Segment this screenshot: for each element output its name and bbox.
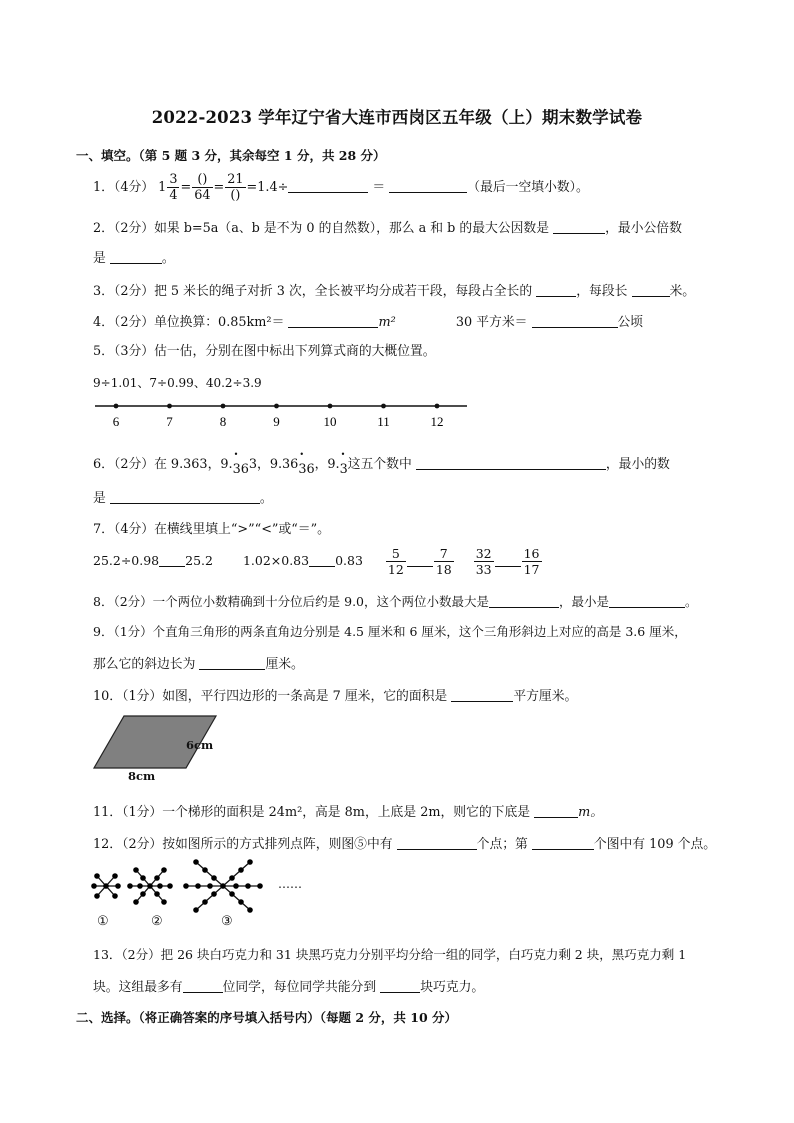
q6-rep-digits-1: • 36 xyxy=(233,462,249,477)
dot-pattern-1 xyxy=(91,873,121,899)
number-line-label-10: 10 xyxy=(323,414,337,429)
q7-f2-num: 7 xyxy=(434,546,454,562)
q12-blank-2[interactable] xyxy=(532,836,594,850)
q2-text-3: 。 xyxy=(161,251,175,266)
q1-number: 1．（4分） xyxy=(93,180,155,195)
q12-text-3: 个图中有 109 个点。 xyxy=(593,837,717,852)
number-line-tick-7[interactable] xyxy=(167,404,172,409)
q2-blank-1[interactable] xyxy=(553,220,605,234)
q1-tail: =1.4÷ xyxy=(246,180,289,195)
q6-blank-2[interactable] xyxy=(110,490,260,504)
q1-eq3: ＝ xyxy=(372,180,386,195)
q7-expr-2: 1.02×0.83 xyxy=(242,553,310,568)
question-11 xyxy=(93,801,603,820)
dot-pattern-label-1: ① xyxy=(97,914,109,929)
q10-text: 10．（1分）如图，平行四边形的一条高是 7 厘米，它的面积是 xyxy=(93,689,448,704)
dot-pattern-ellipsis: …… xyxy=(278,877,302,891)
q6-text-2: 3，9.36 xyxy=(248,457,299,472)
question-13-line-2 xyxy=(93,976,484,995)
q1-f2-den: 64 xyxy=(194,188,211,203)
q9-blank[interactable] xyxy=(199,656,265,670)
q3-text: 3．（2分）把 5 米长的绳子对折 3 次，全长被平均分成若干段，每段占全长的 xyxy=(93,284,533,299)
q7-frac-3 xyxy=(474,546,494,577)
q2-text: 2．（2分）如果 b=5a（a、b 是不为 0 的自然数），那么 a 和 b 的最大公因数是 xyxy=(93,221,550,236)
q7-f3-num: 32 xyxy=(475,546,492,561)
number-line-label-12: 12 xyxy=(430,414,444,429)
q7-expr-1b: 25.2 xyxy=(185,553,213,568)
q10-text-2: 平方厘米。 xyxy=(513,689,578,704)
q13-blank-1[interactable] xyxy=(183,979,223,993)
question-6 xyxy=(93,453,670,477)
number-line-tick-8[interactable] xyxy=(221,404,226,409)
q7-f1-den: 12 xyxy=(387,562,404,577)
number-line-label-7: 7 xyxy=(166,414,173,429)
q7-f2-den: 18 xyxy=(435,562,452,577)
q1-fraction-2 xyxy=(192,172,212,203)
q4-text-2: 30 平方米＝ xyxy=(455,315,528,330)
number-line-label-8: 8 xyxy=(219,414,227,429)
q3-text-2: ，每段长 xyxy=(576,284,628,299)
q11-text-2: m。 xyxy=(578,805,604,820)
q11-blank[interactable] xyxy=(534,804,578,818)
q7-items xyxy=(93,546,543,577)
number-line-tick-9[interactable] xyxy=(274,404,279,409)
q1-f1-num: 3 xyxy=(169,172,178,187)
q7-frac-4 xyxy=(522,546,542,577)
question-5: 5．（3分）估一估，分别在图中标出下列算式商的大概位置。 xyxy=(93,344,436,359)
question-9-line-2 xyxy=(93,653,304,672)
q7-blank-1[interactable] xyxy=(159,553,185,567)
q1-note: （最后一空填小数）。 xyxy=(467,180,589,195)
question-2 xyxy=(93,217,682,236)
question-6-line-2 xyxy=(93,487,273,506)
q6-blank-1[interactable] xyxy=(416,456,606,470)
q2-text-2: 是 xyxy=(93,251,106,266)
q6-text-7: 。 xyxy=(259,491,273,506)
parallelogram-base-label: 8cm xyxy=(128,769,156,783)
question-12 xyxy=(93,833,716,852)
q1-fraction-1 xyxy=(167,172,179,203)
parallelogram-side-label: 6cm xyxy=(186,738,214,752)
q7-frac-1 xyxy=(386,546,406,577)
q11-text: 11．（1分）一个梯形的面积是 24m²，高是 8m，上底是 2m，则它的下底是 xyxy=(93,805,531,820)
q13-text-2: 块。这组最多有 xyxy=(93,980,183,995)
question-2-line-2 xyxy=(93,247,175,266)
q9-text-3: 厘米。 xyxy=(265,657,304,672)
number-line-tick-10[interactable] xyxy=(328,404,333,409)
q6-text: 6．（2分）在 9.363，9. xyxy=(93,457,233,472)
q3-text-3: 米。 xyxy=(669,284,696,299)
q4-text: 4．（2分）单位换算：0.85km²＝ xyxy=(93,315,285,330)
q12-blank-1[interactable] xyxy=(397,836,477,850)
number-line-label-9: 9 xyxy=(273,414,280,429)
number-line-label-11: 11 xyxy=(377,414,390,429)
q7-expr-2b: 0.83 xyxy=(335,553,363,568)
q3-blank-2[interactable] xyxy=(632,283,670,297)
q8-text-3: 。 xyxy=(685,594,698,609)
q1-fraction-3 xyxy=(225,172,245,203)
q1-eq1: = xyxy=(180,180,192,195)
q6-repeating-2 xyxy=(298,462,314,477)
q13-text-4: 块巧克力。 xyxy=(420,980,485,995)
q6-repeating-1 xyxy=(233,462,249,477)
question-10 xyxy=(93,685,577,704)
q4-blank-1[interactable] xyxy=(288,314,378,328)
question-3 xyxy=(93,280,695,299)
q6-rep-digits-2: • 36 xyxy=(298,462,314,477)
q9-text-2: 那么它的斜边长为 xyxy=(93,657,196,672)
page-title: 2022-2023 学年辽宁省大连市西岗区五年级（上）期末数学试卷 xyxy=(151,108,643,127)
q1-f2-num: () xyxy=(192,172,212,188)
q7-f3-den: 33 xyxy=(475,562,492,577)
q1-blank-2[interactable] xyxy=(389,179,467,193)
dot-pattern-3 xyxy=(183,859,263,913)
q7-blank-4[interactable] xyxy=(495,553,521,567)
number-line xyxy=(90,396,475,436)
question-1 xyxy=(93,172,589,203)
q13-blank-2[interactable] xyxy=(380,979,420,993)
question-9: 9．（1分）个直角三角形的两条直角边分别是 4.5 厘米和 6 厘米，这个三角形斜边上对应的高是 3.6 厘米， xyxy=(93,624,687,639)
number-line-tick-11[interactable] xyxy=(381,404,386,409)
question-4 xyxy=(93,311,643,330)
q10-blank[interactable] xyxy=(451,688,513,702)
q7-expr-1: 25.2÷0.98 xyxy=(93,553,160,568)
q2-blank-2[interactable] xyxy=(110,250,162,264)
section-2-heading: 二、选择。（将正确答案的序号填入括号内）（每题 2 分，共 10 分） xyxy=(76,1010,458,1025)
dot-pattern-label-3: ③ xyxy=(221,914,233,929)
q8-blank-2[interactable] xyxy=(609,594,685,608)
q1-f3-num: 21 xyxy=(227,172,244,187)
q7-f1-num: 5 xyxy=(386,546,406,562)
number-line-tick-12[interactable] xyxy=(435,404,440,409)
q8-text-2: ，最小是 xyxy=(559,594,610,609)
q1-eq2: = xyxy=(213,180,225,195)
q7-frac-2 xyxy=(434,546,454,577)
q7-blank-2[interactable] xyxy=(309,553,335,567)
question-7: 7．（4分）在横线里填上“>”“<”或“＝”。 xyxy=(93,522,330,537)
q6-text-6: 是 xyxy=(93,491,106,506)
dot-pattern-2 xyxy=(127,867,173,905)
q6-text-5: ，最小的数 xyxy=(605,457,670,472)
q3-blank-1[interactable] xyxy=(536,283,576,297)
number-line-tick-6[interactable] xyxy=(114,404,119,409)
q5-expressions: 9÷1.01、7÷0.99、40.2÷3.9 xyxy=(93,376,262,390)
dot-pattern-label-2: ② xyxy=(151,914,163,929)
q1-blank-1[interactable] xyxy=(288,179,368,193)
q4-text-3: 公顷 xyxy=(617,315,644,330)
q6-text-3: ，9. xyxy=(314,457,340,472)
q7-f4-num: 16 xyxy=(523,546,540,561)
q7-blank-3[interactable] xyxy=(407,553,433,567)
q1-whole: 1 xyxy=(158,180,167,195)
q1-f1-den: 4 xyxy=(169,188,178,203)
number-line-label-6: 6 xyxy=(112,414,120,429)
q8-blank-1[interactable] xyxy=(489,594,559,608)
q7-f4-den: 17 xyxy=(523,562,540,577)
q1-f3-den: () xyxy=(230,188,241,203)
q4-blank-2[interactable] xyxy=(532,314,618,328)
question-8 xyxy=(93,592,698,610)
q12-text: 12．（2分）按如图所示的方式排列点阵，则图⑤中有 xyxy=(93,837,393,852)
q4-unit: m² xyxy=(378,315,396,330)
q13-text-3: 位同学，每位同学共能分到 xyxy=(222,980,377,995)
section-1-heading: 一、填空。（第 5 题 3 分，其余每空 1 分，共 28 分） xyxy=(76,148,386,163)
q12-text-2: 个点；第 xyxy=(476,837,528,852)
q2-text-end: ，最小公倍数 xyxy=(605,221,682,236)
q8-text: 8．（2分）一个两位小数精确到十分位后约是 9.0，这个两位小数最大是 xyxy=(93,594,490,609)
q6-rep-digit-3: • 3 xyxy=(340,462,348,477)
number-line-ticks xyxy=(113,404,444,429)
question-13: 13．（2分）把 26 块白巧克力和 31 块黑巧克力分别平均分给一组的同学，白巧克力剩 2 块，黑巧克力剩 1 xyxy=(93,947,687,962)
q6-text-4: 这五个数中 xyxy=(347,457,412,472)
